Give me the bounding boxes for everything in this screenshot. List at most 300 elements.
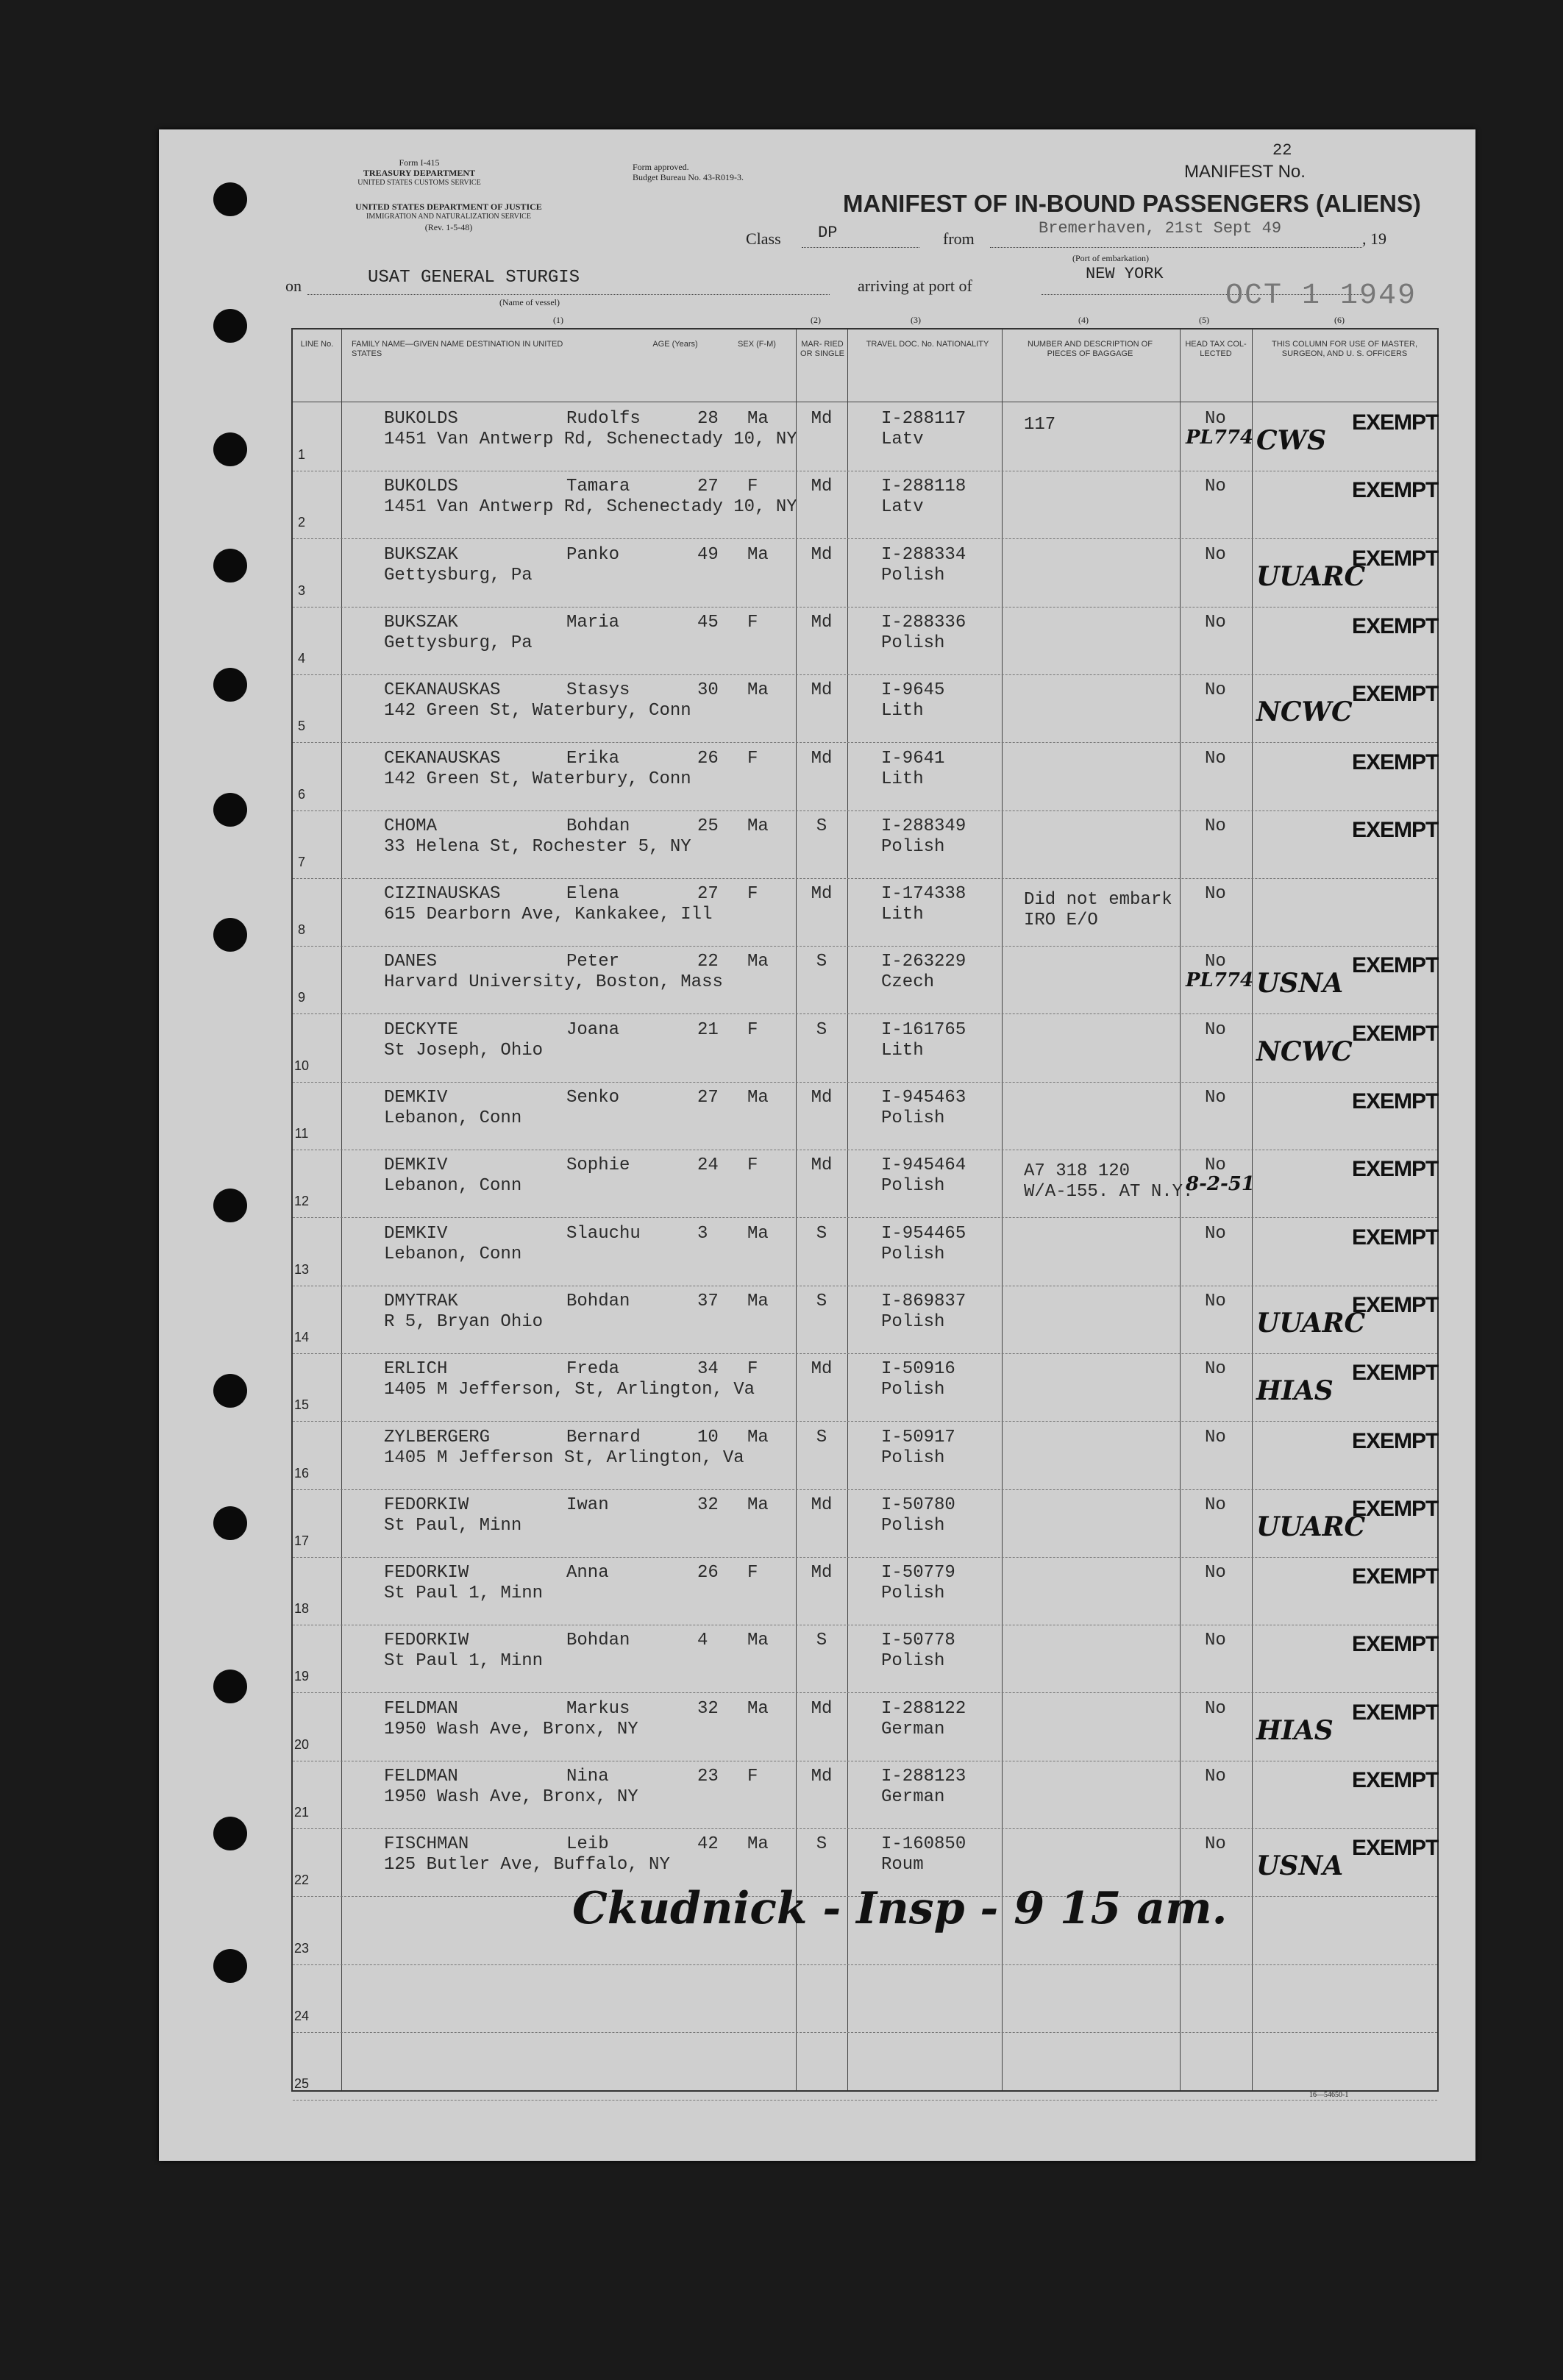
nationality: German [881, 1719, 945, 1739]
destination: 1950 Wash Ave, Bronx, NY [384, 1787, 638, 1807]
head-tax: No [1205, 1088, 1226, 1108]
binder-hole [213, 182, 247, 216]
destination: 33 Helena St, Rochester 5, NY [384, 836, 691, 857]
marital-status: Md [811, 884, 833, 905]
destination: 125 Butler Ave, Buffalo, NY [384, 1855, 670, 1875]
given-name: Bohdan [566, 1291, 630, 1311]
age: 4 [697, 1631, 708, 1651]
given-name: Markus [566, 1698, 630, 1719]
head-tax: No [1205, 1291, 1226, 1311]
from-label: from [943, 229, 975, 248]
binder-hole [213, 1670, 247, 1703]
given-name: Erika [566, 748, 620, 769]
handwritten-note: 8-2-51 [1186, 1173, 1255, 1196]
destination: 142 Green St, Waterbury, Conn [384, 769, 691, 789]
head-tax: No [1205, 816, 1226, 836]
marital-status: Md [811, 680, 833, 701]
age: 32 [697, 1698, 719, 1719]
destination: 1451 Van Antwerp Rd, Schenectady 10, NY [384, 430, 797, 449]
travel-doc-no: I-50917 [881, 1427, 955, 1447]
manifest-title: MANIFEST OF IN-BOUND PASSENGERS (ALIENS) [843, 190, 1421, 217]
age: 32 [697, 1494, 719, 1515]
form-approval: Form approved. Budget Bureau No. 43-R019-3. [633, 162, 744, 182]
class-value: DP [818, 224, 838, 242]
given-name: Slauchu [566, 1223, 641, 1244]
table-row [293, 1014, 1437, 1083]
travel-doc-no: I-288334 [881, 544, 966, 565]
form-header-justice: UNITED STATES DEPARTMENT OF JUSTICE IMMIGRATION AND NATURALIZATION SERVICE (Rev. 1-5-48) [355, 202, 542, 232]
given-name: Peter [566, 952, 620, 972]
exempt-stamp: EXEMPT [1352, 1021, 1439, 1046]
exempt-stamp: EXEMPT [1352, 1836, 1439, 1861]
agency-note: UUARC [1256, 560, 1366, 592]
header-sex: SEX (F-M) [738, 340, 776, 349]
head-tax: No [1205, 1631, 1226, 1651]
nationality: Lith [881, 1040, 924, 1061]
travel-doc-no: I-50779 [881, 1563, 955, 1583]
table-row [293, 539, 1437, 608]
marital-status: Md [811, 1155, 833, 1176]
given-name: Sophie [566, 1155, 630, 1176]
sex: Ma [747, 409, 769, 429]
baggage-note: W/A-155. AT N.Y. [1024, 1182, 1194, 1203]
family-name: DEMKIV [384, 1088, 448, 1108]
line-number: 21 [293, 1805, 310, 1820]
marital-status: S [816, 1834, 827, 1855]
agency-note: UUARC [1256, 1307, 1366, 1339]
table-row [293, 1761, 1437, 1829]
given-name: Maria [566, 612, 620, 633]
travel-doc-no: I-9641 [881, 748, 945, 769]
head-tax: No [1205, 1698, 1226, 1719]
line-number: 19 [293, 1669, 310, 1684]
age: 34 [697, 1359, 719, 1380]
binder-hole [213, 1189, 247, 1222]
travel-doc-no: I-945464 [881, 1155, 966, 1176]
given-name: Bohdan [566, 1631, 630, 1651]
travel-doc-no: I-288118 [881, 477, 966, 497]
table-row [293, 471, 1437, 539]
nationality: Polish [881, 1515, 945, 1536]
given-name: Tamara [566, 477, 630, 497]
line-number: 8 [297, 922, 305, 938]
table-row [293, 2032, 1437, 2101]
table-row [293, 1625, 1437, 1693]
head-tax: No [1205, 409, 1226, 429]
binder-hole [213, 793, 247, 827]
given-name: Senko [566, 1088, 620, 1108]
sex: F [747, 1019, 758, 1040]
nationality: German [881, 1787, 945, 1807]
head-tax: No [1205, 748, 1226, 769]
agency-note: UUARC [1256, 1511, 1366, 1542]
nationality: Polish [881, 1447, 945, 1468]
line-number: 11 [294, 1126, 309, 1141]
nationality: Polish [881, 1380, 945, 1400]
sex: Ma [747, 1291, 769, 1311]
given-name: Iwan [566, 1494, 609, 1515]
travel-doc-no: I-263229 [881, 952, 966, 972]
marital-status: Md [811, 1563, 833, 1583]
nationality: Czech [881, 972, 935, 993]
table-row [293, 1489, 1437, 1558]
family-name: FEDORKIW [384, 1631, 469, 1651]
table-row [293, 810, 1437, 879]
nationality: Polish [881, 1651, 945, 1672]
age: 26 [697, 1563, 719, 1583]
agency-note: HIAS [1256, 1375, 1334, 1407]
age: 25 [697, 816, 719, 836]
marital-status: Md [811, 748, 833, 769]
head-tax: No [1205, 1427, 1226, 1447]
nationality: Polish [881, 1311, 945, 1332]
destination: Gettysburg, Pa [384, 565, 533, 585]
given-name: Nina [566, 1767, 609, 1786]
table-row [293, 1150, 1437, 1218]
exempt-stamp: EXEMPT [1352, 613, 1439, 638]
travel-doc-no: I-9645 [881, 680, 945, 701]
sex: F [747, 1155, 758, 1176]
destination: 1950 Wash Ave, Bronx, NY [384, 1719, 638, 1739]
exempt-stamp: EXEMPT [1352, 1768, 1439, 1792]
nationality: Polish [881, 565, 945, 585]
sex: F [747, 1767, 758, 1786]
age: 24 [697, 1155, 719, 1176]
family-name: FEDORKIW [384, 1563, 469, 1583]
nationality: Lith [881, 905, 924, 925]
table-row [293, 1286, 1437, 1354]
port-embark-label: (Port of embarkation) [1072, 253, 1149, 263]
destination: St Paul 1, Minn [384, 1651, 544, 1672]
table-row [293, 1693, 1437, 1761]
nationality: Polish [881, 1244, 945, 1264]
age: 45 [697, 612, 719, 633]
head-tax: No [1205, 1494, 1226, 1515]
travel-doc-no: I-50916 [881, 1359, 955, 1380]
agency-note: HIAS [1256, 1714, 1334, 1746]
class-label: Class [746, 229, 781, 248]
sex: F [747, 748, 758, 769]
line-number: 4 [297, 650, 305, 666]
header-married: MAR- RIED OR SINGLE [800, 340, 844, 358]
table-row [293, 878, 1437, 947]
line-number: 10 [293, 1058, 310, 1073]
baggage: A7 318 120 [1024, 1161, 1131, 1182]
family-name: FELDMAN [384, 1698, 458, 1719]
sex: Ma [747, 816, 769, 836]
age: 49 [697, 544, 719, 565]
header-line: LINE No. [300, 340, 334, 349]
passenger-table [291, 328, 1439, 2092]
col-num: (5) [1199, 315, 1209, 325]
travel-doc-no: I-50780 [881, 1494, 955, 1515]
table-row [293, 674, 1437, 743]
marital-status: S [816, 1223, 827, 1244]
line-number: 5 [297, 719, 305, 734]
marital-status: Md [811, 1088, 833, 1108]
head-tax: No [1205, 1019, 1226, 1040]
travel-doc-no: I-945463 [881, 1088, 966, 1108]
footer-code: 16—54650-1 [1309, 2091, 1349, 2099]
exempt-stamp: EXEMPT [1352, 682, 1439, 707]
col-num: (3) [911, 315, 921, 325]
line-number: 20 [293, 1736, 310, 1752]
header-head-tax: HEAD TAX COL- LECTED [1185, 340, 1247, 358]
family-name: CIZINAUSKAS [384, 884, 501, 905]
vessel-name: USAT GENERAL STURGIS [368, 268, 580, 288]
age: 37 [697, 1291, 719, 1311]
travel-doc-no: I-288117 [881, 409, 966, 429]
age: 42 [697, 1834, 719, 1855]
binder-hole [213, 1817, 247, 1850]
travel-doc-no: I-160850 [881, 1834, 966, 1855]
family-name: BUKSZAK [384, 544, 458, 565]
marital-status: S [816, 1427, 827, 1447]
line-number: 13 [293, 1261, 310, 1277]
line-number: 22 [293, 1873, 310, 1888]
baggage-note: IRO E/O [1024, 911, 1098, 931]
destination: 1451 Van Antwerp Rd, Schenectady 10, NY [384, 497, 797, 518]
arriving-label: arriving at port of [858, 277, 972, 295]
nationality: Polish [881, 1176, 945, 1197]
destination: St Paul 1, Minn [384, 1583, 544, 1604]
head-tax: No [1205, 1834, 1226, 1855]
exempt-stamp: EXEMPT [1352, 478, 1439, 503]
head-tax: No [1205, 1359, 1226, 1380]
table-row [293, 946, 1437, 1014]
marital-status: Md [811, 1359, 833, 1380]
exempt-stamp: EXEMPT [1352, 546, 1439, 571]
exempt-stamp: EXEMPT [1352, 1700, 1439, 1725]
line-number: 3 [297, 582, 305, 598]
age: 21 [697, 1019, 719, 1040]
family-name: ERLICH [384, 1359, 448, 1380]
head-tax: No [1205, 1563, 1226, 1583]
given-name: Rudolfs [566, 409, 641, 429]
from-value: Bremerhaven, 21st Sept 49 [1039, 219, 1282, 238]
travel-doc-no: I-288349 [881, 816, 966, 836]
destination: R 5, Bryan Ohio [384, 1311, 544, 1332]
line-number: 25 [293, 2076, 310, 2092]
agency-note: CWS [1256, 425, 1327, 456]
destination: Lebanon, Conn [384, 1244, 522, 1264]
sex: F [747, 477, 758, 497]
table-row [293, 1422, 1437, 1490]
head-tax: No [1205, 544, 1226, 565]
destination: 142 Green St, Waterbury, Conn [384, 701, 691, 722]
family-name: CHOMA [384, 816, 438, 836]
head-tax: No [1205, 1155, 1226, 1176]
travel-doc-no: I-161765 [881, 1019, 966, 1040]
line-number: 17 [293, 1533, 310, 1548]
family-name: FEDORKIW [384, 1494, 469, 1515]
age: 26 [697, 748, 719, 769]
travel-doc-no: I-288122 [881, 1698, 966, 1719]
marital-status: S [816, 1019, 827, 1040]
family-name: DECKYTE [384, 1019, 458, 1040]
destination: Lebanon, Conn [384, 1176, 522, 1197]
exempt-stamp: EXEMPT [1352, 1361, 1439, 1386]
head-tax: No [1205, 1767, 1226, 1786]
exempt-stamp: EXEMPT [1352, 1225, 1439, 1250]
head-tax: No [1205, 477, 1226, 497]
header-baggage: NUMBER AND DESCRIPTION OF PIECES OF BAGGAGE [1028, 340, 1153, 358]
exempt-stamp: EXEMPT [1352, 817, 1439, 842]
family-name: DANES [384, 952, 438, 972]
table-row [293, 1082, 1437, 1150]
nationality: Lith [881, 769, 924, 789]
exempt-stamp: EXEMPT [1352, 410, 1439, 435]
marital-status: Md [811, 1767, 833, 1786]
inspector-signature: Ckudnick - Insp - 9 15 am. [572, 1883, 1228, 1934]
table-row [293, 743, 1437, 811]
baggage: 117 [1024, 415, 1056, 435]
given-name: Joana [566, 1019, 620, 1040]
agency-note: NCWC [1256, 1036, 1353, 1067]
binder-hole [213, 668, 247, 702]
line-number: 1 [297, 447, 305, 462]
exempt-stamp: EXEMPT [1352, 1292, 1439, 1317]
binder-hole [213, 1506, 247, 1540]
nationality: Latv [881, 430, 924, 449]
arrival-date-stamp: OCT 1 1949 [1225, 279, 1417, 313]
header-travel-doc: TRAVEL DOC. No. NATIONALITY [866, 340, 989, 349]
exempt-stamp: EXEMPT [1352, 1428, 1439, 1453]
on-label: on [285, 277, 302, 295]
destination: 1405 M Jefferson, St, Arlington, Va [384, 1380, 755, 1400]
exempt-stamp: EXEMPT [1352, 1496, 1439, 1521]
nationality: Polish [881, 1583, 945, 1604]
family-name: FISCHMAN [384, 1834, 469, 1855]
head-tax: No [1205, 680, 1226, 701]
travel-doc-no: I-954465 [881, 1223, 966, 1244]
sex: F [747, 612, 758, 633]
form-header-left: Form I-415 TREASURY DEPARTMENT UNITED STATES CUSTOMS SERVICE [357, 157, 481, 187]
age: 22 [697, 952, 719, 972]
given-name: Panko [566, 544, 620, 565]
line-number: 6 [297, 786, 305, 802]
travel-doc-no: I-50778 [881, 1631, 955, 1651]
table-row [293, 1557, 1437, 1625]
given-name: Bohdan [566, 816, 630, 836]
binder-hole [213, 1949, 247, 1983]
age: 28 [697, 409, 719, 429]
nationality: Roum [881, 1855, 924, 1875]
line-number: 9 [297, 990, 305, 1005]
family-name: CEKANAUSKAS [384, 680, 501, 701]
manifest-no: 22 [1272, 141, 1292, 160]
nationality: Polish [881, 836, 945, 857]
marital-status: Md [811, 1494, 833, 1515]
head-tax: No [1205, 884, 1226, 905]
year-label: , 19 [1362, 229, 1386, 248]
header-age: AGE (Years) [652, 340, 698, 349]
exempt-stamp: EXEMPT [1352, 749, 1439, 774]
sex: Ma [747, 1088, 769, 1108]
baggage: Did not embark [1024, 890, 1172, 911]
age: 27 [697, 477, 719, 497]
handwritten-note: PL774 [1186, 427, 1254, 449]
sex: Ma [747, 1834, 769, 1855]
binder-hole [213, 1374, 247, 1408]
marital-status: S [816, 816, 827, 836]
sex: Ma [747, 1698, 769, 1719]
binder-hole [213, 549, 247, 582]
family-name: ZYLBERGERG [384, 1427, 491, 1447]
col-num: (6) [1334, 315, 1345, 325]
exempt-stamp: EXEMPT [1352, 1564, 1439, 1589]
col-num: (1) [553, 315, 563, 325]
destination: St Joseph, Ohio [384, 1040, 544, 1061]
sex: Ma [747, 680, 769, 701]
travel-doc-no: I-288123 [881, 1767, 966, 1786]
destination: St Paul, Minn [384, 1515, 522, 1536]
header-name: FAMILY NAME—GIVEN NAME DESTINATION IN UNITED STATES [352, 340, 563, 358]
table-row [293, 1218, 1437, 1286]
age: 23 [697, 1767, 719, 1786]
sex: Ma [747, 544, 769, 565]
vessel-label: (Name of vessel) [499, 297, 560, 307]
binder-hole [213, 309, 247, 343]
sex: Ma [747, 1427, 769, 1447]
given-name: Elena [566, 884, 620, 905]
agency-note: NCWC [1256, 696, 1353, 728]
line-number: 18 [293, 1601, 310, 1617]
agency-note: USNA [1256, 1850, 1344, 1882]
handwritten-note: PL774 [1186, 969, 1254, 992]
col-num: (2) [811, 315, 821, 325]
line-number: 7 [297, 854, 305, 869]
given-name: Leib [566, 1834, 609, 1855]
nationality: Lith [881, 701, 924, 722]
nationality: Polish [881, 633, 945, 653]
nationality: Polish [881, 1108, 945, 1128]
table-row [293, 403, 1437, 471]
line-number: 16 [293, 1465, 310, 1481]
destination: Harvard University, Boston, Mass [384, 972, 723, 993]
line-number: 15 [293, 1397, 310, 1413]
col-num: (4) [1078, 315, 1089, 325]
line-number: 24 [293, 2008, 310, 2023]
given-name: Freda [566, 1359, 620, 1380]
family-name: DMYTRAK [384, 1291, 458, 1311]
sex: Ma [747, 952, 769, 972]
head-tax: No [1205, 952, 1226, 972]
marital-status: S [816, 1291, 827, 1311]
given-name: Anna [566, 1563, 609, 1583]
arrival-port: NEW YORK [1086, 265, 1164, 283]
sex: F [747, 1563, 758, 1583]
family-name: DEMKIV [384, 1223, 448, 1244]
marital-status: S [816, 1631, 827, 1651]
destination: 615 Dearborn Ave, Kankakee, Ill [384, 905, 713, 925]
age: 27 [697, 884, 719, 905]
exempt-stamp: EXEMPT [1352, 1157, 1439, 1182]
sex: F [747, 1359, 758, 1380]
binder-hole [213, 432, 247, 466]
marital-status: Md [811, 409, 833, 429]
marital-status: Md [811, 1698, 833, 1719]
sex: Ma [747, 1223, 769, 1244]
marital-status: S [816, 952, 827, 972]
sex: F [747, 884, 758, 905]
family-name: BUKOLDS [384, 477, 458, 497]
travel-doc-no: I-869837 [881, 1291, 966, 1311]
given-name: Bernard [566, 1427, 641, 1447]
travel-doc-no: I-174338 [881, 884, 966, 905]
family-name: CEKANAUSKAS [384, 748, 501, 769]
header-official-use: THIS COLUMN FOR USE OF MASTER, SURGEON, AND U. S. OFFICERS [1271, 340, 1417, 358]
